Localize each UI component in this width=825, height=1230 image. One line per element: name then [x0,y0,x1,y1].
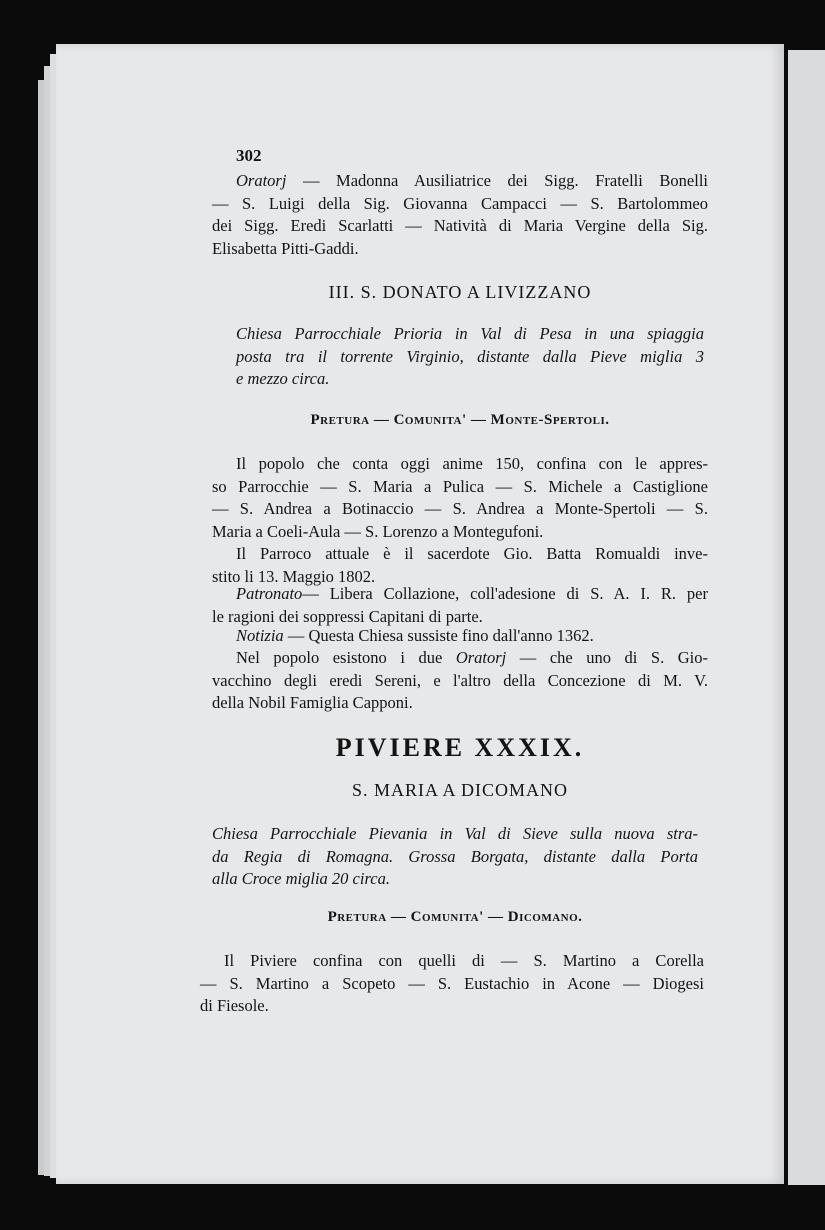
oratori-paragraph [212,170,708,260]
piviere-heading: PIVIERE XXXIX. [335,733,585,762]
text-line: da Regia di Romagna. Grossa Borgata, distante dalla Porta [212,846,698,866]
text-line: — S. Martino a Scopeto — S. Eustachio in Acone — Diogesi [200,973,704,993]
population-paragraph [212,453,708,543]
text-line: — S. Luigi della Sig. Giovanna Campacci — S. Bartolommeo [212,193,708,213]
jurisdiction-line: Pretura — Comunita' — Monte-Spertoli. [310,412,610,428]
text-line: Il Piviere confina con quelli di — S. Martino a Corella [224,951,704,970]
text-line: Il Parroco attuale è il sacerdote Gio. Batta Romualdi inve- [236,544,708,563]
text-line: Elisabetta Pitti-Gaddi. [212,238,359,258]
oratori-paragraph-2 [212,647,708,715]
text-line: di Fiesole. [200,996,269,1015]
church-description [236,323,704,391]
text-line: so Parrocchie — S. Maria a Pulica — S. Michele a Castiglione [212,476,708,496]
patronato-paragraph [212,583,708,628]
text-line: le ragioni dei soppressi Capitani di parte. [212,606,483,626]
church-heading: S. MARIA A DICOMANO [351,780,569,800]
text-line: della Nobil Famiglia Capponi. [212,693,413,712]
text-line: — S. Andrea a Botinaccio — S. Andrea a Monte-Spertoli — S. [212,499,708,518]
piviere-paragraph [200,950,704,1018]
section-heading: III. S. DONATO A LIVIZZANO [328,282,592,302]
text-line: Patronato— Libera Collazione, coll'adesione di S. A. I. R. per [236,584,708,603]
text-line: Chiesa Parrocchiale Pievania in Val di Sieve sulla nuova stra- [212,824,698,843]
text-line: Oratorj — Madonna Ausiliatrice dei Sigg. Fratelli Bonelli [236,171,708,190]
text-line: Notizia — Questa Chiesa sussiste fino dall'anno 1362. [236,626,594,645]
text-line: alla Croce miglia 20 circa. [212,869,390,888]
jurisdiction-line: Pretura — Comunita' — Dicomano. [327,909,583,925]
text-line: Maria a Coeli-Aula — S. Lorenzo a Montegufoni. [212,521,544,541]
text-line: dei Sigg. Eredi Scarlatti — Natività di Maria Vergine della Sig. [212,216,708,235]
text-line: stito li 13. Maggio 1802. [212,566,376,586]
text-line: posta tra il torrente Virginio, distante dalla Pieve miglia 3 [236,346,704,366]
priest-paragraph [212,543,708,588]
facing-page-edge [788,50,825,1185]
text-line: Chiesa Parrocchiale Prioria in Val di Pesa in una spiaggia [236,324,704,343]
text-line: e mezzo circa. [236,369,330,388]
notizia-paragraph [212,625,708,648]
text-line: Il popolo che conta oggi anime 150, confina con le appres- [236,454,708,473]
church-description [212,823,698,891]
page-number: 302 [236,146,262,165]
text-line: Nel popolo esistono i due Oratorj — che uno di S. Gio- [236,648,708,667]
text-line: vacchino degli eredi Sereni, e l'altro della Concezione di M. V. [212,670,708,690]
